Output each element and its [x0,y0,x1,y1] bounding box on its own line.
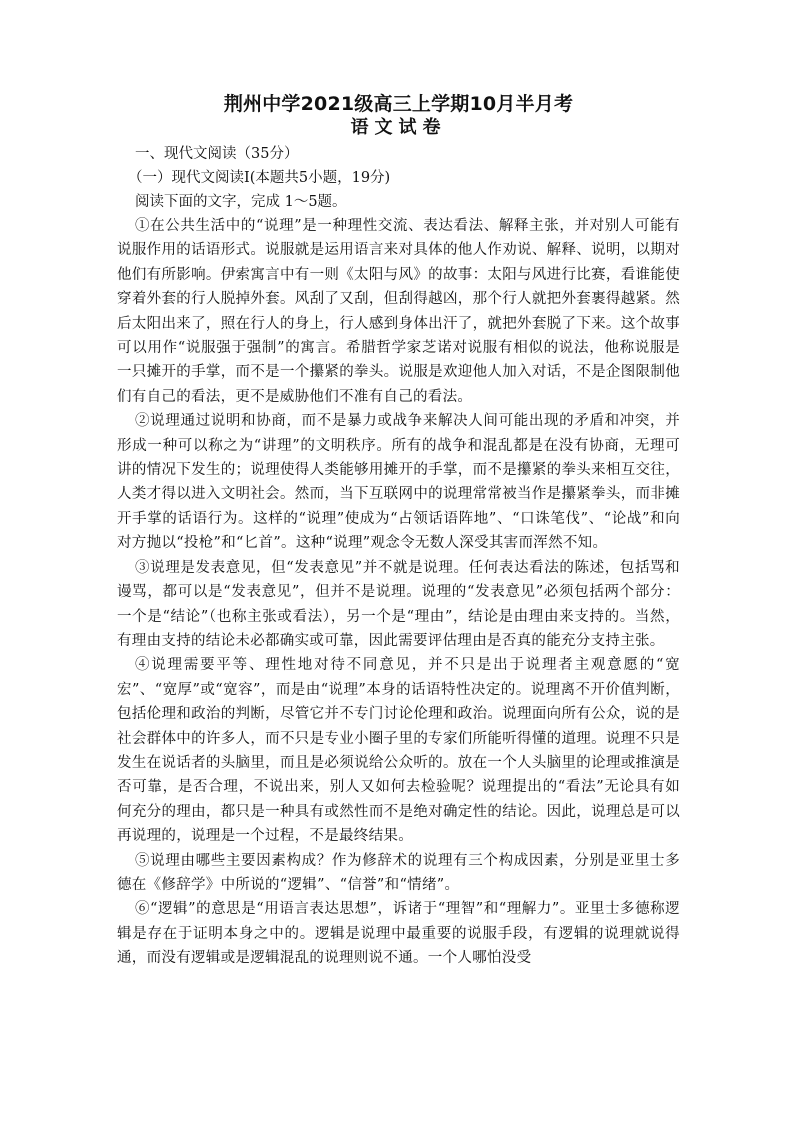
exam-subtitle: 语文试卷 [350,117,447,138]
paragraph-6: ⑥“逻辑”的意思是“用语言表达思想”，诉诸于“理智”和“理解力”。亚里士多德称逻辑是存在于证明本身之中的。逻辑是说理中最重要的说服手段，有逻辑的说理就说得通，而没有逻辑或是逻辑混乱的说理则说不通。一个人哪怕没受 [117,901,680,967]
exam-title: 荆州中学2021级高三上学期10月半月考 [223,93,574,115]
paragraph-3: ③说理是发表意见，但“发表意见”并不就是说理。任何表达看法的陈述，包括骂和谩骂，都可以是“发表意见”，但并不是说理。说理的“发表意见”必须包括两个部分：一个是“结论”（也称主张或看法），另一个是“理由”，结论是由理由来支持的。当然，有理由支持的结论未必都确实或可靠，因此需要评估理由是否真的能充分支持主张。 [117,559,680,649]
sub-section-heading: （一）现代文阅读I(本题共5小题，19分) [128,170,391,186]
exam-page [117,92,680,971]
paragraph-1: ①在公共生活中的“说理”是一种理性交流、表达看法、解释主张，并对别人可能有说服作用的话语形式。说服就是运用语言来对具体的他人作劝说、解释、说明，以期对他们有所影响。伊索寓言中有一则《太阳与风》的故事：太阳与风进行比赛，看谁能使穿着外套的行人脱掉外套。风刮了又刮，但刮得越凶，那个行人就把外套裹得越紧。然后太阳出来了，照在行人的身上，行人感到身体出汗了，就把外套脱了下来。这个故事可以用作“说服强于强制”的寓言。希腊哲学家芝诺对说服有相似的说法，他称说服是一只摊开的手掌，而不是一个攥紧的拳头。说服是欢迎他人加入对话，不是企图限制他们有自己的看法，更不是威胁他们不准有自己的看法。 [117,218,680,405]
section-heading: 一、现代文阅读（35分） [135,146,299,162]
paragraph-2: ②说理通过说明和协商，而不是暴力或战争来解决人间可能出现的矛盾和冲突，并形成一种可以称之为“讲理”的文明秩序。所有的战争和混乱都是在没有协商，无理可讲的情况下发生的；说理使得人类能够用摊开的手掌，而不是攥紧的拳头来相互交往，人类才得以进入文明社会。然而，当下互联网中的说理常常被当作是攥紧拳头，而非摊开手掌的话语行为。这样的“说理”使成为“占领话语阵地”、“口诛笔伐”、“论战”和向对方抛以“投枪”和“匕首”。这种“说理”观念令无数人深受其害而浑然不知。 [117,413,680,552]
paragraph-4: ④说理需要平等、理性地对待不同意见，并不只是出于说理者主观意愿的“宽宏”、“宽厚”或“宽容”，而是由“说理”本身的话语特性决定的。说理离不开价值判断，包括伦理和政治的判断，尽管它并不专门讨论伦理和政治。说理面向所有公众，说的是社会群体中的许多人，而不只是专业小圈子里的专家们所能听得懂的道理。说理不只是发生在说话者的头脑里，而且是必须说给公众听的。放在一个人头脑里的论理或推演是否可靠，是否合理，不说出来，别人又如何去检验呢？说理提出的“看法”无论具有如何充分的理由，都只是一种具有或然性而不是绝对确定性的结论。因此，说理总是可以再说理的，说理是一个过程，不是最终结果。 [117,657,680,845]
reading-instruction: 阅读下面的文字，完成 1～5题。 [135,194,347,210]
paragraph-5: ⑤说理由哪些主要因素构成？作为修辞术的说理有三个构成因素，分别是亚里士多德在《修辞学》中所说的“逻辑”、“信誉”和“情绪”。 [117,852,680,893]
